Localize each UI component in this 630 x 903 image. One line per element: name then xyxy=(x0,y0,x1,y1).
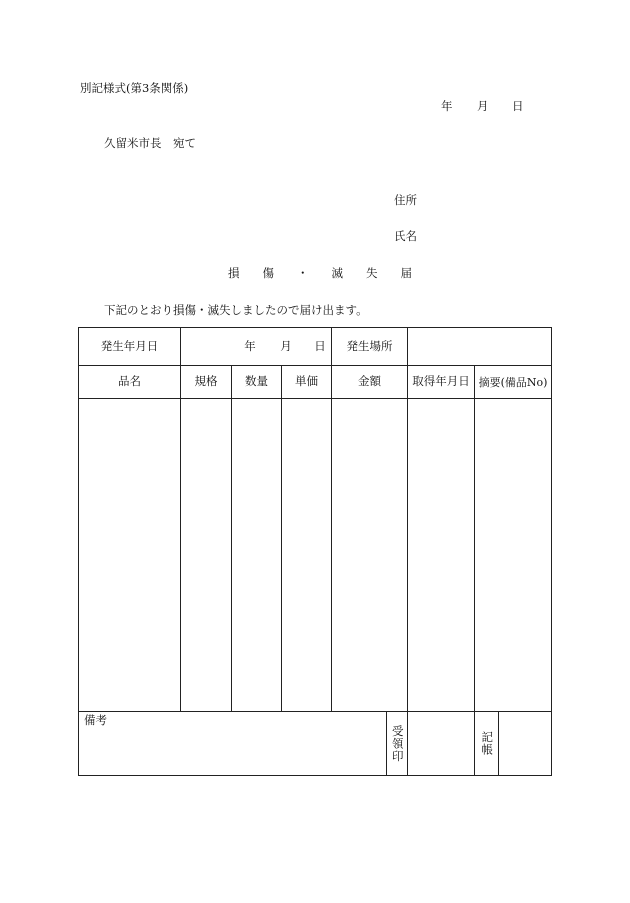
occurrence-year-label: 年 xyxy=(244,338,256,353)
occurrence-month-label: 月 xyxy=(280,338,292,353)
occurrence-place-field[interactable] xyxy=(408,328,551,365)
received-seal-label: 受領印 xyxy=(390,724,405,763)
document-title: 損 傷 ・ 滅 失 届 xyxy=(228,266,412,280)
statement-text: 下記のとおり損傷・滅失しましたので届け出ます。 xyxy=(104,303,368,317)
column-header-remarks-equipment-no: 摘要(備品No) xyxy=(478,375,548,389)
column-header-amount: 金額 xyxy=(358,374,381,389)
date-day-label: 日 xyxy=(512,99,524,113)
quantity-entry-area[interactable] xyxy=(232,399,281,711)
date-month-label: 月 xyxy=(477,99,489,113)
amount-entry-area[interactable] xyxy=(332,399,407,711)
item-name-entry-area[interactable] xyxy=(79,399,180,711)
unit-price-entry-area[interactable] xyxy=(282,399,331,711)
received-seal-field[interactable] xyxy=(408,712,474,775)
name-label: 氏名 xyxy=(394,229,417,243)
addressee: 久留米市長 宛て xyxy=(104,136,196,150)
occurrence-date-label: 発生年月日 xyxy=(100,338,159,353)
column-header-specification: 規格 xyxy=(194,374,218,389)
ledger-label: 記帳 xyxy=(480,731,495,756)
column-header-acquisition-date: 取得年月日 xyxy=(412,374,470,389)
ledger-field[interactable] xyxy=(499,712,551,775)
remarks-label: 備考 xyxy=(84,713,107,727)
remarks-entry-area[interactable] xyxy=(475,399,551,711)
remarks-field[interactable] xyxy=(79,712,386,775)
acquisition-date-entry-area[interactable] xyxy=(408,399,474,711)
column-header-quantity: 数量 xyxy=(245,374,268,389)
column-header-unit-price: 単価 xyxy=(295,374,318,389)
specification-entry-area[interactable] xyxy=(181,399,231,711)
occurrence-place-label: 発生場所 xyxy=(346,338,393,353)
date-year-label: 年 xyxy=(441,99,453,113)
address-label: 住所 xyxy=(394,193,417,207)
column-header-item-name: 品名 xyxy=(118,374,141,389)
form-label: 別記様式(第3条関係) xyxy=(80,81,189,95)
occurrence-day-label: 日 xyxy=(314,338,326,353)
